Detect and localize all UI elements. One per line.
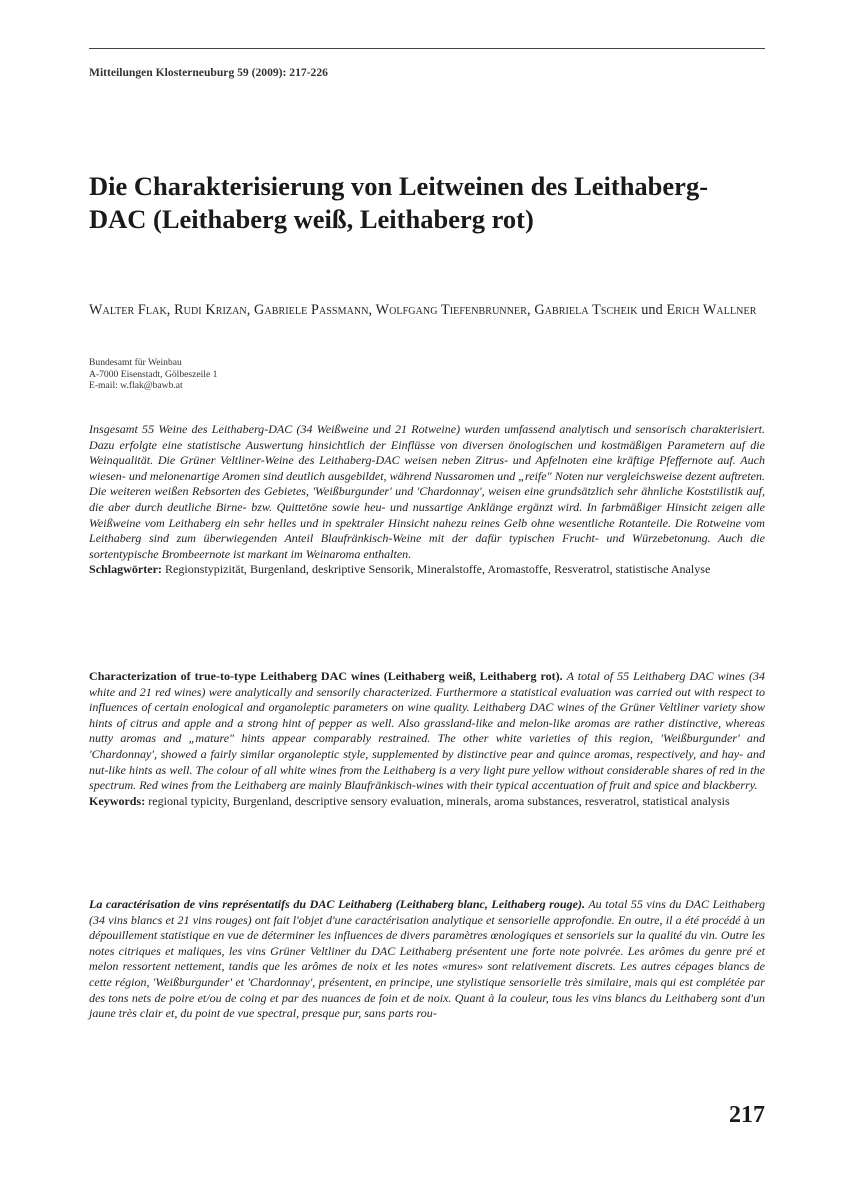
abstract-french <box>89 897 765 1022</box>
abstract-french-heading: La caractérisation de vins représentatifs du DAC Leithaberg (Leithaberg blanc, Leithaberg rouge). <box>89 897 585 911</box>
abstract-english <box>89 669 765 809</box>
header-rule <box>89 48 765 49</box>
journal-reference: Mitteilungen Klosterneuburg 59 (2009): 217-226 <box>89 66 328 79</box>
keywords-english <box>89 794 765 810</box>
paper-title: Die Charakterisierung von Leitweinen des Leithaberg-DAC (Leithaberg weiß, Leithaberg rot) <box>89 171 709 234</box>
affiliation-email: E-mail: w.flak@bawb.at <box>89 380 183 391</box>
abstract-french-text <box>89 897 765 1022</box>
abstract-german-text: Insgesamt 55 Weine des Leithaberg-DAC (34 Weißweine und 21 Rotweine) wurden umfassend analytisch und sensorisch charakterisiert. Dazu erfolgte eine statistische Auswertung hinsichtlich der Einflüsse von diversen önologischen und kostmäßigen Parametern auf die Weinqualität. Die Grüner Veltliner-Weine des Leithaberg-DAC weisen neben Zitrus- und Apfelnoten eine kräftige Pfeffernote auf. Auch wiesen- und melonenartige Aromen sind deutlich ausgebildet, während Nussaromen und „reife" Noten nur vergleichsweise dezent auftreten. Die weiteren weißen Rebsorten des Gebietes, 'Weißburgunder' und 'Chardonnay', weisen eine grundsätzlich sehr ähnliche Koststilistik auf, die aber durch deutliche Birne- bzw. Quittetöne sowie heu- und nussartige Anklänge ergänzt wird. In farbmäßiger Hinsicht zeigen alle Weißweine vom Leithaberg ein sehr helles und in spektraler Hinsicht nahezu reines Gelb ohne wesentliche Rotanteile. Die Rotweine vom Leithaberg sind zum überwiegenden Anteil Blaufränkisch-Weine mit der dafür typischen Frucht- und Würzebetonung. Auch die sortentypische Brombeernote ist markant im Weinaroma enthalten. <box>89 422 765 561</box>
paper-page <box>89 0 765 1200</box>
keywords-english-list: regional typicity, Burgenland, descriptive sensory evaluation, minerals, aroma substances, resveratrol, statistical analysis <box>148 793 730 808</box>
keywords-english-label: Keywords: <box>89 793 146 808</box>
affiliation-address: A-7000 Eisenstadt, Gölbeszeile 1 <box>89 368 218 380</box>
abstract-english-body: A total of 55 Leithaberg DAC wines (34 white and 21 red wines) were analytically and sensorily characterized. Furthermore a statistical evaluation was carried out with respect to influences of certain enological and organoleptic parameters on wine quality. Leithaberg DAC wines of the Grüner Veltliner variety show hints of citrus and apple and a strong hint of pepper as well. Also grassland-like and melon-like aromas are rather distinctive, whereas nutty aromas and „mature" hints appear comparably restrained. The other white varieties of this region, 'Weißburgunder' and 'Chardonnay', showed a fairly similar organoleptic style, supplemented by distinctive pear and quince aromas, respectively, and hay- and nut-like hints as well. The colour of all white wines from the Leithaberg is a very light pure yellow without considerable shares of red in the spectrum. Red wines from the Leithaberg are mainly Blaufränkisch-wines with their typical accentuation of fruit and spice and blackberry. <box>89 669 765 793</box>
author-list <box>89 300 765 320</box>
last-author: Erich Wallner <box>666 302 757 318</box>
affiliation <box>89 357 217 392</box>
author-names: Walter Flak, Rudi Krizan, Gabriele Passmann, Wolfgang Tiefenbrunner, Gabriela Tscheik <box>89 302 638 318</box>
author-conjunction: und <box>641 302 663 318</box>
affiliation-institution: Bundesamt für Weinbau <box>89 357 182 368</box>
abstract-german <box>89 422 765 578</box>
page-number: 217 <box>729 1102 765 1128</box>
abstract-french-body: Au total 55 vins du DAC Leithaberg (34 vins blancs et 21 vins rouges) ont fait l'objet d'une caractérisation analytique et sensorielle approfondie. En outre, il a été procédé à un dépouillement statistique en vue de déterminer les influences de divers paramètres œnologiques et sensoriels sur la qualité du vin. Outre les notes citriques et maliques, les vins Grüner Veltliner du DAC Leithaberg présentent une forte note poivrée. Les arômes du genre pré et melon ressortent nettement, tandis que les arômes de noix et les notes «mures» sont relativement discrets. Les autres cépages blancs de cette région, 'Weißburgunder' et 'Chardonnay', présentent, en principe, une stylistique sensorielle très similaire, mais qui est complétée par des tons nets de poire et/ou de coing et par des nuances de foin et de noix. Quant à la couleur, tous les vins blancs du Leithaberg sont d'un jaune très clair et, du point de vue spectral, presque pur, sans parts rou- <box>89 897 766 1021</box>
abstract-english-heading: Characterization of true-to-type Leithaberg DAC wines (Leithaberg weiß, Leithaberg rot). <box>89 669 563 683</box>
keywords-german-label: Schlagwörter: <box>89 562 162 577</box>
keywords-german <box>89 562 765 578</box>
keywords-german-list: Regionstypizität, Burgenland, deskriptive Sensorik, Mineralstoffe, Aromastoffe, Resveratrol, statistische Analyse <box>164 562 711 577</box>
abstract-english-text <box>89 669 765 794</box>
